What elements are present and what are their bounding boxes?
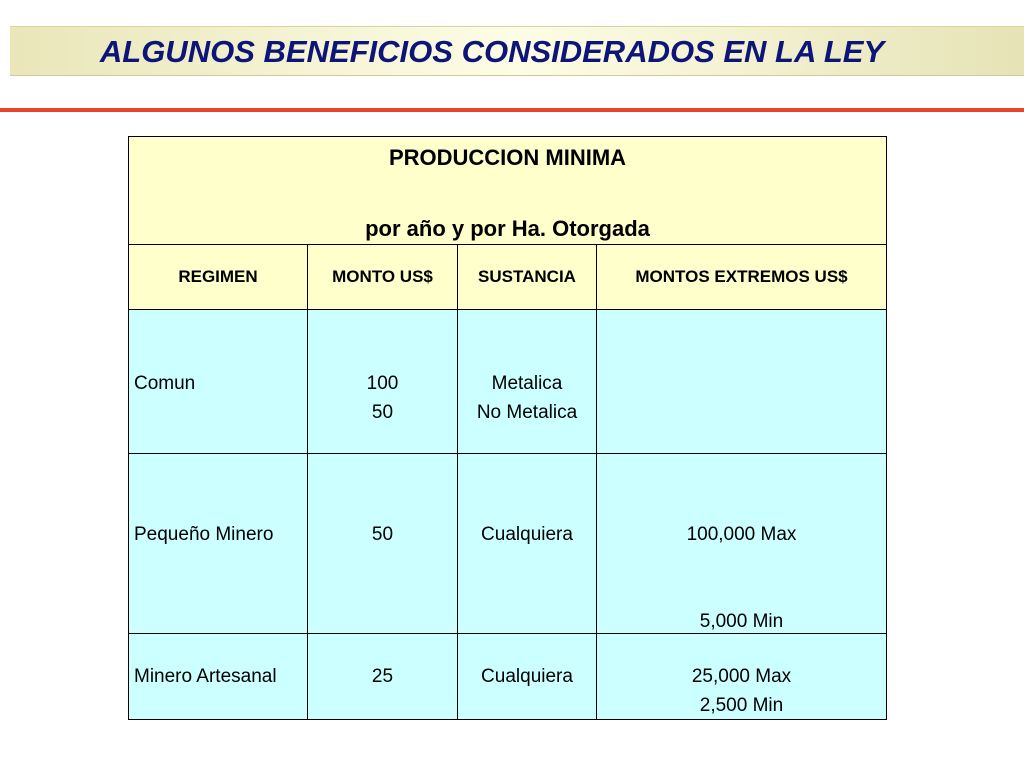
table-row-artesanal-sustancia [458,634,597,719]
table-row-pequeno-monto [308,454,458,634]
column-header-label: MONTO US$ [332,267,433,286]
table-row-comun-sustancia [458,310,597,454]
extremos-min-value: 2,500 Min [699,695,784,716]
monto-value: 50 [371,402,394,423]
column-header-montos-extremos [597,245,886,310]
extremos-min-value: 5,000 Min [699,611,784,632]
extremos-max-value: 25,000 Max [691,666,792,687]
header-line-2: por año y por Ha. Otorgada [365,216,650,241]
monto-value: 100 [366,373,399,394]
table-row-comun-monto [308,310,458,454]
production-table [128,136,887,720]
extremos-max-value: 100,000 Max [686,524,797,545]
regimen-value: Pequeño Minero [134,524,274,545]
sustancia-value: Cualquiera [481,524,573,545]
column-header-regimen [129,245,308,310]
header-line-1: PRODUCCION MINIMA [388,145,627,170]
sustancia-value: Cualquiera [481,666,573,687]
accent-divider [0,108,1024,112]
table-row-artesanal-extremos [597,634,886,719]
regimen-value: Minero Artesanal [134,666,277,687]
table-row-artesanal-regimen [129,634,308,719]
table-row-pequeno-extremos [597,454,886,634]
title-banner [10,26,1024,76]
page-title: ALGUNOS BENEFICIOS CONSIDERADOS EN LA LEY [99,34,885,69]
monto-value: 25 [371,666,394,687]
table-row-pequeno-regimen [129,454,308,634]
sustancia-value: Metalica [491,373,563,394]
sustancia-value: No Metalica [476,402,578,423]
column-header-label: REGIMEN [178,267,258,286]
column-header-label: MONTOS EXTREMOS US$ [635,267,848,286]
column-header-monto [308,245,458,310]
table-merged-header [129,137,886,245]
monto-value: 50 [371,524,394,545]
table-row-pequeno-sustancia [458,454,597,634]
column-header-label: SUSTANCIA [478,267,576,286]
table-row-comun-regimen [129,310,308,454]
table-row-comun-extremos [597,310,886,454]
regimen-value: Comun [134,373,196,394]
column-header-sustancia [458,245,597,310]
table-row-artesanal-monto [308,634,458,719]
